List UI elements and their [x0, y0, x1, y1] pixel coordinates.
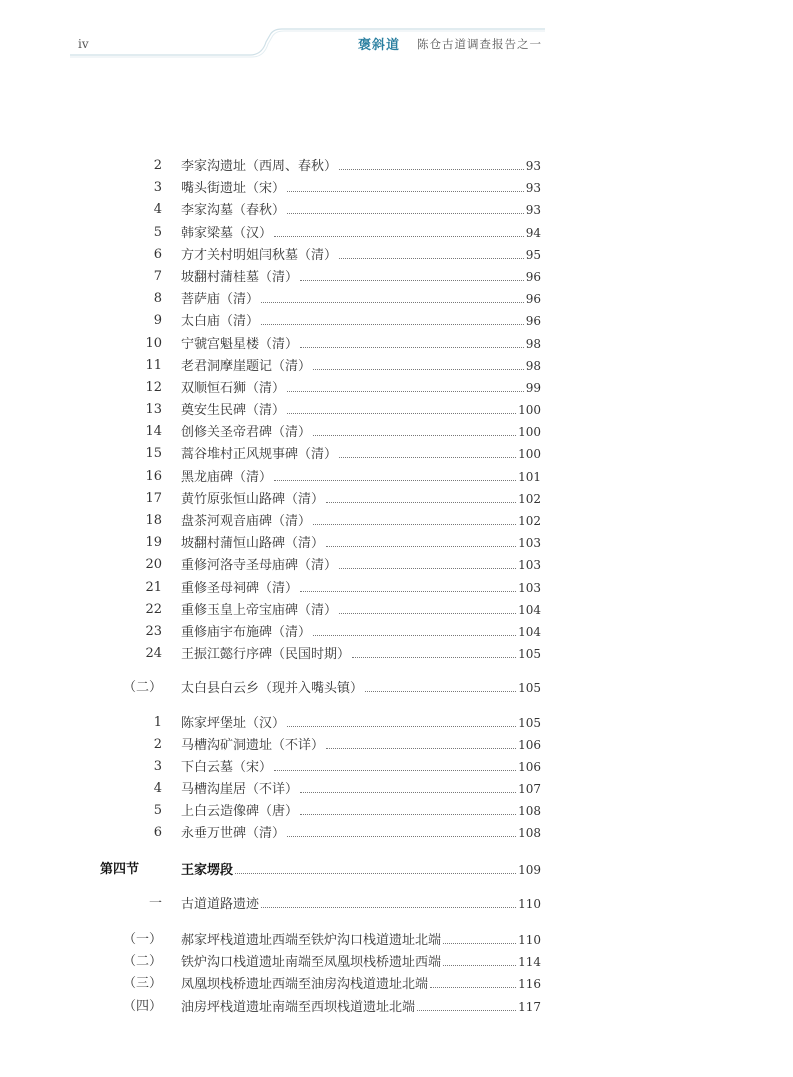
toc-entry-number: 6	[153, 246, 162, 262]
toc-entry-number: 一	[148, 895, 162, 911]
toc-entry[interactable]	[0, 399, 793, 421]
toc-entry-title: 嘴头街遗址（宋）	[181, 181, 286, 197]
dot-leader	[274, 480, 516, 481]
toc-entry-page: 103	[518, 580, 541, 595]
toc-entry-title: 凤凰坝栈桥遗址西端至油房沟栈道遗址北端	[181, 977, 429, 993]
dot-leader	[365, 691, 516, 692]
toc-entry-title: 下白云墓（宋）	[181, 759, 273, 775]
dot-leader	[339, 457, 516, 458]
toc-entry-number: 17	[145, 490, 162, 506]
toc-entry[interactable]	[0, 532, 793, 554]
toc-entry-page: 103	[518, 536, 541, 551]
dot-leader	[313, 524, 516, 525]
toc-entry-body	[181, 929, 541, 952]
toc-entry[interactable]	[0, 177, 793, 199]
toc-entry-number: 5	[153, 224, 162, 240]
toc-entry-page: 94	[525, 225, 541, 240]
toc-entry[interactable]	[0, 800, 793, 822]
toc-entry[interactable]	[0, 155, 793, 177]
toc-entry-number: 9	[153, 313, 162, 329]
dot-leader	[261, 907, 516, 908]
dot-leader	[300, 814, 516, 815]
toc-entry[interactable]	[0, 951, 793, 973]
toc-entry-number: 2	[153, 158, 162, 173]
toc-entry-body	[181, 532, 541, 555]
toc-entry-page: 106	[518, 737, 541, 752]
toc-entry-page: 107	[518, 782, 541, 797]
toc-entry-title: 郝家坪栈道遗址西端至铁炉沟口栈道遗址北端	[181, 933, 442, 948]
toc-entry-page: 103	[518, 558, 541, 573]
toc-chapter	[0, 859, 793, 881]
toc-entry-body	[181, 643, 541, 666]
toc-entry-body	[181, 466, 541, 489]
toc-section-er	[0, 677, 793, 699]
toc-entry-number: 18	[145, 513, 162, 528]
toc-entry-page: 105	[518, 715, 541, 730]
toc-entry-title: 王家塄段	[181, 862, 234, 878]
toc-entry-number: （一）	[122, 932, 162, 947]
dot-leader	[287, 191, 524, 192]
toc-entry-number: 15	[145, 446, 162, 462]
toc-entry-page: 114	[518, 955, 541, 970]
toc-entry[interactable]	[0, 355, 793, 377]
toc-entry[interactable]	[0, 712, 793, 734]
dot-leader	[300, 347, 524, 348]
dot-leader	[339, 568, 516, 569]
toc-entry[interactable]	[0, 554, 793, 576]
toc-entry-body	[181, 222, 541, 245]
toc-entry-page: 102	[518, 514, 541, 528]
toc-entry-page: 106	[518, 759, 541, 774]
toc-entry-page: 102	[518, 491, 541, 506]
toc-entry-body	[181, 355, 541, 378]
toc-entry-page: 98	[525, 336, 541, 351]
dot-leader	[326, 546, 516, 547]
toc-entry[interactable]	[0, 929, 793, 951]
toc-entry-number: （三）	[122, 976, 162, 992]
toc-entry-body	[181, 421, 541, 444]
toc-entry-title: 创修关圣帝君碑（清）	[181, 425, 312, 441]
toc-entry-body	[181, 822, 541, 845]
toc-group-2	[0, 712, 793, 845]
table-of-contents	[0, 155, 793, 1018]
toc-entry-number: 3	[153, 180, 162, 196]
toc-entry-page: 109	[518, 862, 541, 877]
toc-entry-number: 11	[145, 357, 162, 373]
dot-leader	[339, 258, 524, 259]
toc-entry-number: 8	[153, 291, 162, 307]
toc-entry-body	[181, 333, 541, 356]
toc-entry-number: 7	[153, 268, 162, 284]
toc-entry[interactable]	[0, 310, 793, 332]
toc-entry-body	[181, 778, 541, 801]
toc-part	[0, 893, 793, 915]
toc-entry-body	[181, 951, 541, 974]
dot-leader	[339, 169, 524, 170]
toc-entry[interactable]	[0, 288, 793, 310]
toc-entry-page: 108	[518, 804, 541, 819]
toc-entry-page: 110	[518, 896, 541, 911]
book-subtitle: 陈仓古道调查报告之一	[417, 37, 542, 51]
toc-entry-number: 第四节	[100, 861, 140, 877]
dot-leader	[235, 873, 516, 874]
toc-entry[interactable]	[0, 599, 793, 621]
dot-leader	[417, 1010, 516, 1011]
toc-entry-body	[181, 800, 541, 823]
toc-entry-number: 21	[145, 579, 162, 595]
toc-entry[interactable]	[0, 443, 793, 465]
toc-entry-title: 马槽沟崖居（不详）	[181, 782, 299, 798]
toc-entry-title: 王振江懿行序碑（民国时期）	[181, 647, 351, 663]
toc-entry-body	[181, 712, 541, 735]
toc-entry[interactable]	[0, 677, 793, 699]
toc-entry-page: 95	[525, 247, 541, 262]
toc-entry[interactable]	[0, 488, 793, 510]
dot-leader	[287, 726, 516, 727]
toc-entry-body	[181, 621, 541, 644]
toc-entry-title: 黄竹原张恒山路碑（清）	[181, 491, 325, 507]
dot-leader	[300, 280, 524, 281]
toc-entry-title: 太白县白云乡（现并入嘴头镇）	[181, 681, 364, 697]
toc-entry-page: 93	[525, 181, 541, 196]
toc-entry-page: 96	[525, 314, 541, 329]
dot-leader	[261, 302, 524, 303]
toc-entry-body	[181, 677, 541, 700]
toc-entry-page: 96	[525, 292, 541, 307]
dot-leader	[443, 965, 516, 966]
toc-entry-body	[181, 443, 541, 466]
toc-entry-title: 双顺恒石狮（清）	[181, 380, 286, 396]
dot-leader	[326, 748, 516, 749]
dot-leader	[300, 792, 516, 793]
toc-entry[interactable]	[0, 577, 793, 599]
toc-entry-body	[181, 310, 541, 333]
toc-entry-title: 盘茶河观音庙碑（清）	[181, 514, 312, 529]
toc-entry-title: 方才关村明姐闫秋墓（清）	[181, 247, 338, 263]
toc-entry-page: 104	[518, 624, 541, 639]
toc-entry[interactable]	[0, 778, 793, 800]
toc-entry[interactable]	[0, 859, 793, 881]
toc-entry-number: 5	[153, 803, 162, 819]
toc-entry-page: 105	[518, 647, 541, 662]
toc-entry-number: 22	[145, 601, 162, 617]
toc-entry-body	[181, 288, 541, 311]
toc-entry-body	[181, 488, 541, 511]
toc-entry-page: 116	[518, 977, 541, 992]
dot-leader	[313, 369, 524, 370]
toc-entry-title: 太白庙（清）	[181, 314, 260, 330]
dot-leader	[287, 391, 524, 392]
toc-entry[interactable]	[0, 734, 793, 756]
toc-entry-page: 93	[525, 159, 541, 173]
toc-entry-page: 100	[518, 425, 541, 440]
toc-entry-number: 3	[153, 758, 162, 774]
toc-entry[interactable]	[0, 333, 793, 355]
toc-entry-page: 110	[518, 933, 541, 947]
dot-leader	[261, 324, 524, 325]
toc-entry-title: 重修玉皇上帝宝庙碑（清）	[181, 602, 338, 618]
page-number: iv	[78, 37, 89, 51]
toc-entry-title: 坡翻村蒲桂墓（清）	[181, 269, 299, 285]
toc-entry-title: 宁虢宫魁星楼（清）	[181, 336, 299, 352]
toc-entry-title: 坡翻村蒲恒山路碑（清）	[181, 536, 325, 552]
dot-leader	[443, 943, 516, 944]
toc-entry-page: 105	[518, 681, 541, 696]
toc-entry-title: 韩家梁墓（汉）	[181, 225, 273, 241]
toc-entry-body	[181, 399, 541, 422]
toc-entry-page: 96	[525, 269, 541, 284]
toc-entry-body	[181, 599, 541, 622]
toc-entry-title: 重修河洛寺圣母庙碑（清）	[181, 558, 338, 574]
toc-entry-number: （二）	[122, 954, 162, 970]
toc-entry-title: 菩萨庙（清）	[181, 292, 260, 308]
toc-entry-page: 117	[518, 999, 541, 1014]
toc-entry[interactable]	[0, 996, 793, 1018]
toc-entry-number: 2	[153, 736, 162, 752]
dot-leader	[313, 635, 516, 636]
toc-entry-title: 马槽沟矿洞遗址（不详）	[181, 737, 325, 753]
dot-leader	[326, 502, 516, 503]
toc-entry-title: 黑龙庙碑（清）	[181, 469, 273, 485]
toc-entry-body	[181, 859, 541, 882]
toc-entry-body	[181, 996, 541, 1019]
toc-entry[interactable]	[0, 621, 793, 643]
toc-entry-title: 李家沟墓（春秋）	[181, 203, 286, 219]
toc-entry-number: 4	[153, 781, 162, 797]
toc-entry-body	[181, 199, 541, 222]
toc-entry-number: 14	[145, 424, 162, 440]
dot-leader	[287, 213, 524, 214]
toc-group-1	[0, 155, 793, 665]
toc-entry-page: 98	[525, 358, 541, 373]
dot-leader	[287, 413, 516, 414]
dot-leader	[430, 987, 516, 988]
toc-entry-number: 1	[153, 714, 162, 730]
toc-entry-body	[181, 554, 541, 577]
toc-entry-title: 重修圣母祠碑（清）	[181, 580, 299, 596]
toc-entry[interactable]	[0, 756, 793, 778]
toc-entry[interactable]	[0, 466, 793, 488]
toc-entry-number: 4	[153, 202, 162, 218]
toc-entry[interactable]	[0, 643, 793, 665]
toc-entry-number: （四）	[122, 998, 162, 1014]
toc-entry-title: 老君洞摩崖题记（清）	[181, 358, 312, 374]
toc-entry-body	[181, 266, 541, 289]
dot-leader	[274, 236, 524, 237]
dot-leader	[352, 657, 516, 658]
toc-entry-body	[181, 756, 541, 779]
toc-entry-number: 13	[145, 402, 162, 418]
toc-entry-body	[181, 177, 541, 200]
toc-entry-title: 李家沟遗址（西周、春秋）	[181, 159, 338, 174]
toc-entry-body	[181, 577, 541, 600]
toc-entry-page: 100	[518, 403, 541, 418]
toc-entry-number: 12	[145, 379, 162, 395]
toc-entry[interactable]	[0, 222, 793, 244]
toc-entry[interactable]	[0, 510, 793, 532]
toc-entry-number: 23	[145, 623, 162, 639]
dot-leader	[300, 591, 516, 592]
toc-entry-number: （二）	[122, 680, 162, 696]
toc-entry-number: 24	[145, 646, 162, 662]
toc-entry-number: 16	[145, 468, 162, 484]
toc-entry-number: 10	[145, 335, 162, 351]
toc-entry-title: 铁炉沟口栈道遗址南端至凤凰坝栈桥遗址西端	[181, 955, 442, 971]
toc-entry[interactable]	[0, 199, 793, 221]
toc-entry-title: 油房坪栈道遗址南端至西坝栈道遗址北端	[181, 999, 416, 1015]
toc-entry[interactable]	[0, 377, 793, 399]
toc-entry-number: 19	[145, 535, 162, 551]
toc-entry-title: 古道道路遗迹	[181, 896, 260, 912]
toc-entry[interactable]	[0, 421, 793, 443]
toc-entry-body	[181, 893, 541, 916]
toc-entry[interactable]	[0, 266, 793, 288]
toc-entry[interactable]	[0, 893, 793, 915]
toc-entry-body	[181, 510, 541, 533]
dot-leader	[274, 770, 516, 771]
toc-group-3	[0, 929, 793, 1018]
page-header	[0, 0, 793, 70]
toc-entry-number: 6	[153, 825, 162, 841]
toc-entry-page: 101	[518, 469, 541, 484]
toc-entry-body	[181, 244, 541, 267]
toc-entry[interactable]	[0, 822, 793, 844]
toc-entry-title: 奠安生民碑（清）	[181, 403, 286, 419]
toc-entry-page: 99	[525, 380, 541, 395]
toc-entry[interactable]	[0, 973, 793, 995]
toc-entry-body	[181, 155, 541, 178]
dot-leader	[339, 613, 516, 614]
toc-entry-title: 重修庙宇布施碑（清）	[181, 624, 312, 640]
toc-entry[interactable]	[0, 244, 793, 266]
book-title: 褒斜道	[358, 38, 401, 53]
toc-entry-body	[181, 734, 541, 757]
toc-entry-page: 108	[518, 826, 541, 841]
toc-entry-title: 上白云造像碑（唐）	[181, 804, 299, 820]
toc-entry-page: 104	[518, 602, 541, 617]
toc-entry-page: 93	[525, 203, 541, 218]
toc-entry-title: 永垂万世碑（清）	[181, 826, 286, 842]
dot-leader	[287, 836, 516, 837]
toc-entry-title: 陈家坪堡址（汉）	[181, 715, 286, 731]
toc-entry-number: 20	[145, 557, 162, 573]
toc-entry-body	[181, 377, 541, 400]
dot-leader	[313, 435, 516, 436]
toc-entry-page: 100	[518, 447, 541, 462]
toc-entry-title: 蒿谷堆村正风规事碑（清）	[181, 447, 338, 463]
toc-entry-body	[181, 973, 541, 996]
